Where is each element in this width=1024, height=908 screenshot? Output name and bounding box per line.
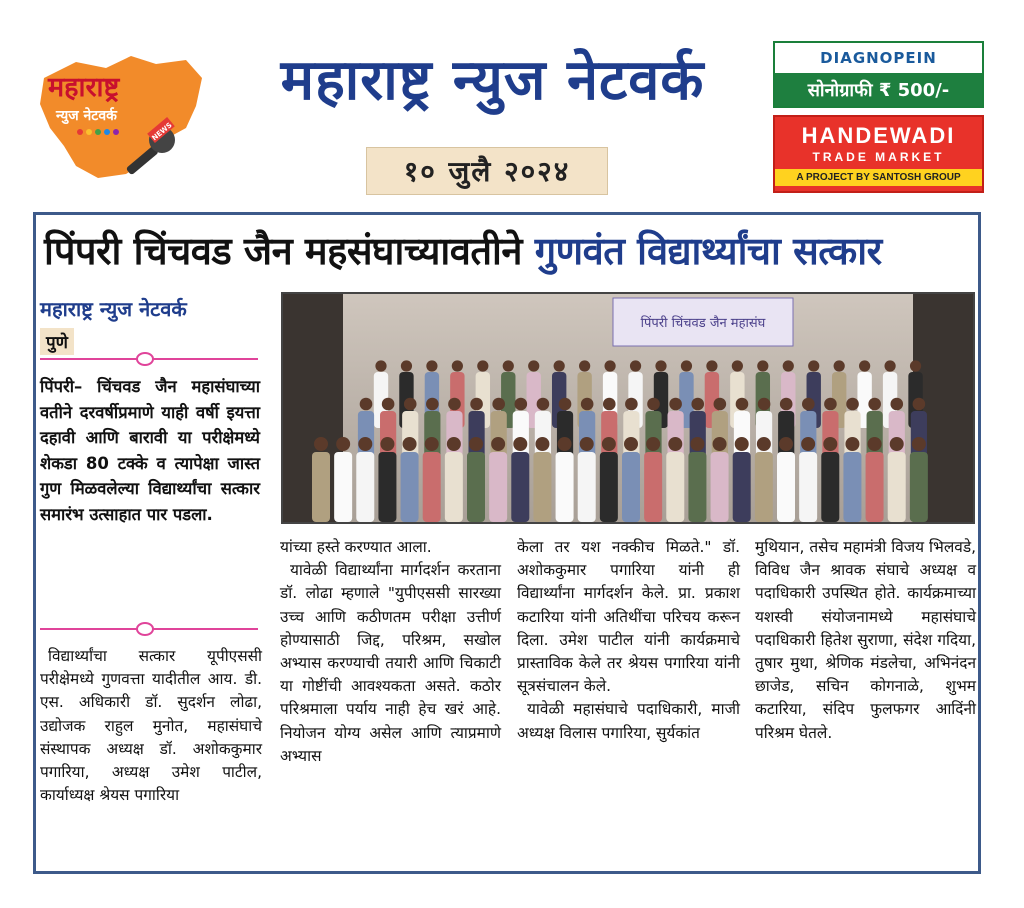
person-head xyxy=(491,437,505,451)
person-head xyxy=(624,437,638,451)
person-head xyxy=(528,360,539,371)
person-head xyxy=(713,437,727,451)
person-head xyxy=(515,398,528,411)
person-head xyxy=(884,360,895,371)
person-figure xyxy=(401,452,419,522)
person-head xyxy=(910,360,921,371)
person-head xyxy=(554,360,565,371)
person-head xyxy=(758,398,771,411)
person-figure xyxy=(445,452,463,522)
person-head xyxy=(690,437,704,451)
person-head xyxy=(380,437,394,451)
column-4 xyxy=(755,536,976,745)
person-head xyxy=(360,398,373,411)
person-head xyxy=(757,360,768,371)
ad-handewadi[interactable] xyxy=(773,115,984,193)
person-head xyxy=(783,360,794,371)
person-head xyxy=(602,437,616,451)
person-head xyxy=(681,360,692,371)
person-head xyxy=(404,398,417,411)
person-figure xyxy=(511,452,529,522)
person-head xyxy=(375,360,386,371)
person-head xyxy=(535,437,549,451)
person-figure xyxy=(910,452,928,522)
person-head xyxy=(426,360,437,371)
person-figure xyxy=(777,452,795,522)
ad-handewadi-title: HANDEWADI xyxy=(801,123,956,148)
person-head xyxy=(732,360,743,371)
col4-body: मुथियान, तसेच महामंत्री विजय भिलवडे, विविध जैन श्रावक संघाचे अध्यक्ष व पदाधिकारी उपस्थित होते. कार्यक्रमाच्या यशस्वी संयोजनामध्ये महासंघाचे पदाधिकारी हितेश सुराणा, संदेश गदिया, तुषार मुथा, श्रेणिक मंडलेचा, अभिनंदन छाजेड, सचिन कोगनाळे, शुभम कटारिया, संदिप फुलफगर आदिंनी परिश्रम घेतले. xyxy=(755,538,976,742)
person-head xyxy=(336,437,350,451)
logo-title: महाराष्ट्र xyxy=(48,72,120,103)
person-head xyxy=(912,437,926,451)
person-head xyxy=(779,437,793,451)
person-head xyxy=(714,398,727,411)
column-1 xyxy=(40,645,262,807)
divider-ornament xyxy=(136,352,154,366)
article-headline xyxy=(44,224,974,276)
col2-para2: यावेळी विद्यार्थ्यांना मार्गदर्शन करताना डॉ. लोढा म्हणाले "युपीएससी सारख्या उच्च आणि कठीणतम परीक्षा उत्तीर्ण होण्यासाठी जिद्द, परिश्रम, सखोल अभ्यास करण्याची तयारी आणि चिकाटी या गोष्टींची आवश्यकता असते. कठोर परिश्रमाला पर्याय नाही हेच खरं आहे. नियोजन योग्य असेल आणि त्याप्रमाणे अभ्यास xyxy=(280,561,501,765)
dateline-place: पुणे xyxy=(40,328,74,355)
divider-ornament xyxy=(136,622,154,636)
person-head xyxy=(314,437,328,451)
person-head xyxy=(808,360,819,371)
person-head xyxy=(426,398,439,411)
col3-para2: यावेळी महासंघाचे पदाधिकारी, माजी अध्यक्ष विलास पगारिया, सुर्यकांत xyxy=(517,700,740,742)
event-photo xyxy=(281,292,975,524)
ad-diagnopein-offer: सोनोग्राफी ₹ 500/- xyxy=(775,73,982,106)
person-head xyxy=(834,360,845,371)
person-head xyxy=(559,398,572,411)
person-figure xyxy=(644,452,662,522)
col1-body: विद्यार्थ्यांचा सत्कार यूपीएससी परीक्षेमध्ये गुणवत्ता यादीतील आय. डी. एस. अधिकारी डॉ. सुदर्शन लोढा, उद्योजक राहुल मुनोत, महासंघाचे संस्थापक अध्यक्ष डॉ. अशोककुमार पगारिया, अध्यक्ष उमेश पाटील, कार्याध्यक्ष श्रेयस पगारिया xyxy=(40,647,262,805)
person-head xyxy=(470,398,483,411)
person-head xyxy=(669,398,682,411)
person-head xyxy=(503,360,514,371)
person-head xyxy=(358,437,372,451)
person-head xyxy=(604,360,615,371)
person-figure xyxy=(821,452,839,522)
person-figure xyxy=(578,452,596,522)
person-head xyxy=(477,360,488,371)
person-head xyxy=(537,398,550,411)
column-3 xyxy=(517,536,740,745)
person-figure xyxy=(334,452,352,522)
person-head xyxy=(691,398,704,411)
person-head xyxy=(425,437,439,451)
person-head xyxy=(579,360,590,371)
person-head xyxy=(859,360,870,371)
person-head xyxy=(868,398,881,411)
ad-handewadi-tagline: A PROJECT BY SANTOSH GROUP xyxy=(775,169,982,186)
person-figure xyxy=(556,452,574,522)
headline-part2: गुणवंत विद्यार्थ्यांचा सत्कार xyxy=(534,229,882,273)
person-head xyxy=(630,360,641,371)
person-head xyxy=(646,437,660,451)
byline: महाराष्ट्र न्युज नेटवर्क xyxy=(40,297,187,321)
person-figure xyxy=(622,452,640,522)
person-head xyxy=(492,398,505,411)
person-figure xyxy=(666,452,684,522)
masthead-title: महाराष्ट्र न्युज नेटवर्क xyxy=(280,48,705,113)
site-logo[interactable] xyxy=(36,48,206,183)
person-head xyxy=(757,437,771,451)
person-figure xyxy=(843,452,861,522)
person-figure xyxy=(533,452,551,522)
person-head xyxy=(780,398,793,411)
person-figure xyxy=(755,452,773,522)
article-lead: पिंपरी– चिंचवड जैन महासंघाच्या वतीने दरवर्षीप्रमाणे याही वर्षी इयत्ता दहावी आणि बारावी या परीक्षेमध्ये शेकडा 80 टक्के व त्यापेक्षा जास्त गुण मिळवलेल्या विद्यार्थ्यांचा सत्कार समारंभ उत्साहात पार पडला. xyxy=(40,377,260,524)
person-head xyxy=(845,437,859,451)
column-2 xyxy=(280,536,501,768)
person-head xyxy=(401,360,412,371)
divider-bottom xyxy=(40,623,258,630)
person-head xyxy=(452,360,463,371)
person-head xyxy=(447,437,461,451)
person-figure xyxy=(378,452,396,522)
divider-top xyxy=(40,353,258,360)
person-head xyxy=(580,437,594,451)
person-figure xyxy=(866,452,884,522)
person-head xyxy=(735,437,749,451)
person-head xyxy=(647,398,660,411)
person-head xyxy=(603,398,616,411)
person-head xyxy=(824,398,837,411)
person-head xyxy=(706,360,717,371)
ad-diagnopein-brand: DIAGNOPEIN xyxy=(820,49,937,67)
person-head xyxy=(801,437,815,451)
photo-banner-text: पिंपरी चिंचवड जैन महासंघ xyxy=(640,316,766,331)
person-figure xyxy=(356,452,374,522)
logo-badge: NEWS xyxy=(150,121,174,143)
ad-handewadi-subtitle: TRADE MARKET xyxy=(812,150,945,164)
person-head xyxy=(668,437,682,451)
col3-para1: केला तर यश नक्कीच मिळते." डॉ. अशोककुमार पगारिया यांनी ही विद्यार्थ्यांना मार्गदर्शन केले. प्रा. प्रकाश कटारिया यांनी अतिथींचा परिचय करून दिला. उमेश पाटील यांनी कार्यक्रमाचे प्रास्ताविक केले तर श्रेयस पगारिया यांनी सूत्रसंचालन केले. xyxy=(517,538,740,696)
person-head xyxy=(448,398,461,411)
person-head xyxy=(558,437,572,451)
person-head xyxy=(655,360,666,371)
person-head xyxy=(625,398,638,411)
person-figure xyxy=(733,452,751,522)
person-head xyxy=(382,398,395,411)
person-figure xyxy=(888,452,906,522)
person-figure xyxy=(423,452,441,522)
person-figure xyxy=(711,452,729,522)
person-head xyxy=(913,398,926,411)
person-head xyxy=(846,398,859,411)
person-head xyxy=(823,437,837,451)
person-head xyxy=(581,398,594,411)
logo-subtitle: न्युज नेटवर्क xyxy=(56,108,117,124)
person-head xyxy=(868,437,882,451)
person-figure xyxy=(467,452,485,522)
ad-diagnopein[interactable] xyxy=(773,41,984,108)
person-figure xyxy=(799,452,817,522)
person-head xyxy=(469,437,483,451)
person-figure xyxy=(312,452,330,522)
person-head xyxy=(736,398,749,411)
person-head xyxy=(513,437,527,451)
person-figure xyxy=(688,452,706,522)
person-head xyxy=(890,437,904,451)
col2-para1: यांच्या हस्ते करण्यात आला. xyxy=(280,538,432,556)
person-head xyxy=(890,398,903,411)
person-head xyxy=(802,398,815,411)
person-figure xyxy=(489,452,507,522)
person-head xyxy=(403,437,417,451)
headline-part1: पिंपरी चिंचवड जैन महसंघाच्यावतीने xyxy=(44,229,522,273)
person-figure xyxy=(600,452,618,522)
issue-date: १० जुलै २०२४ xyxy=(366,147,608,195)
